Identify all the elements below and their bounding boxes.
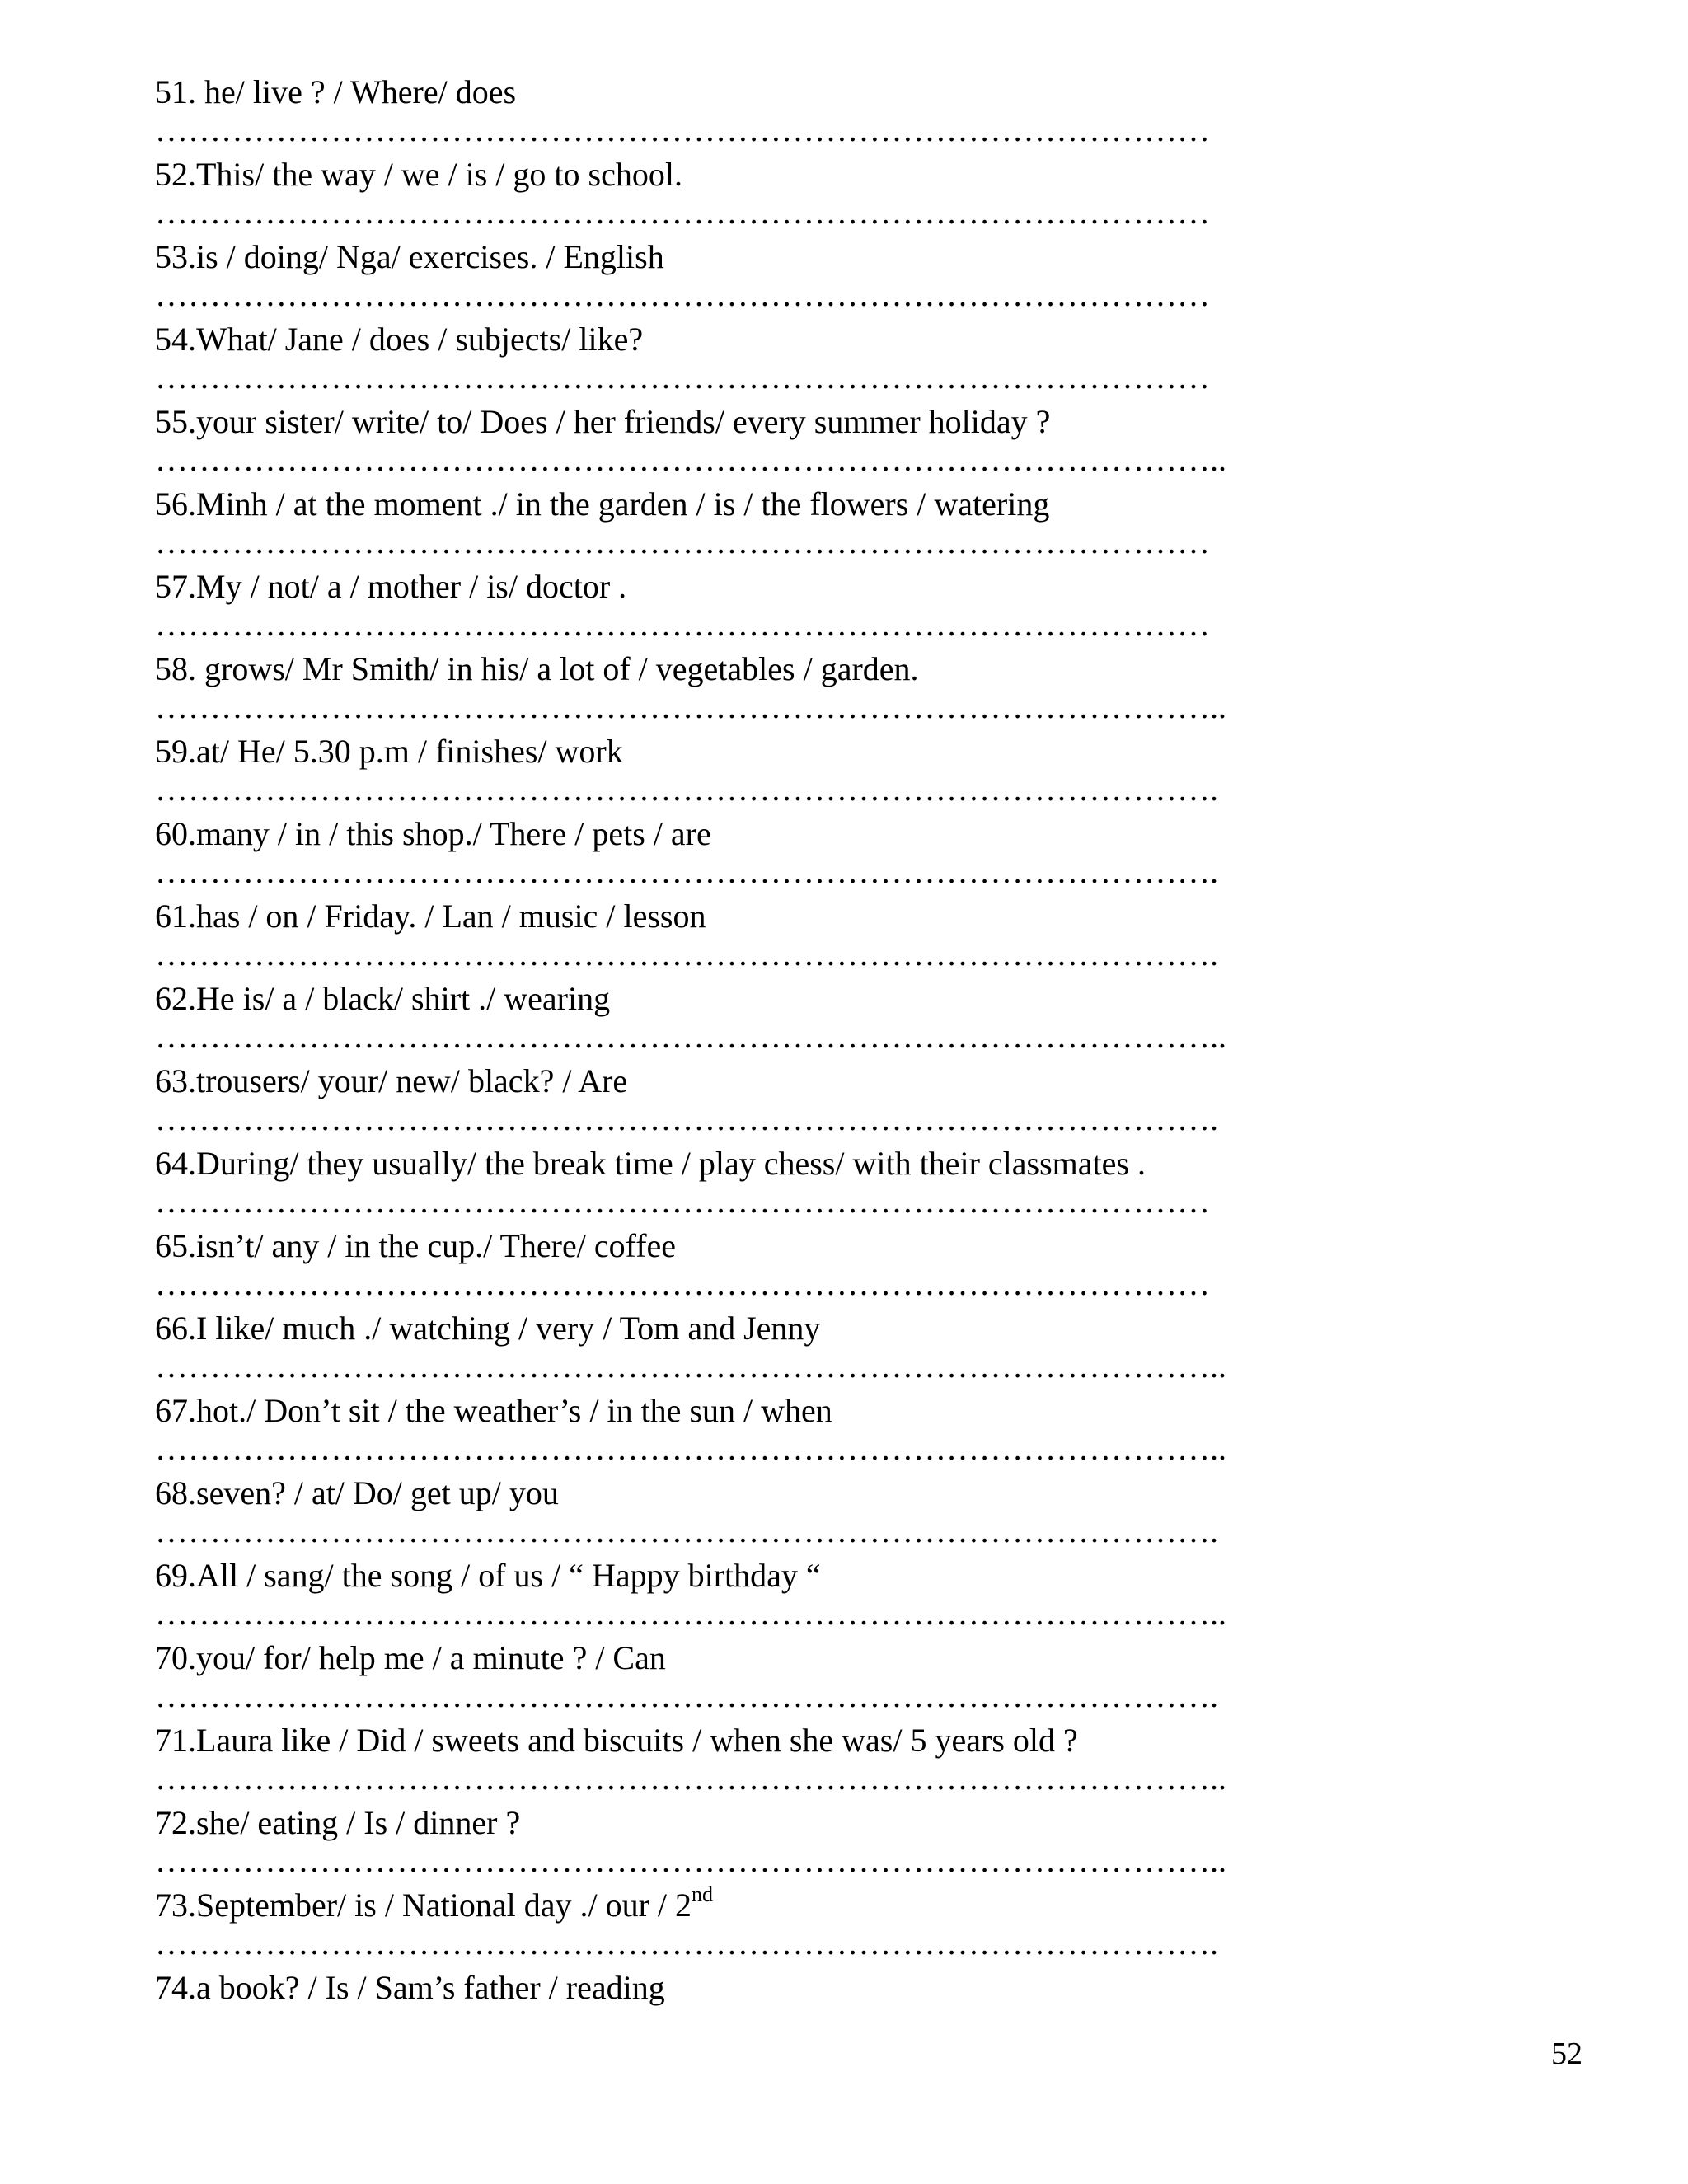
exercise-prompt: 66.I like/ much ./ watching / very / Tom and Jenny [155,1310,821,1347]
exercise-item-63 [155,1062,1441,1144]
exercise-item-70 [155,1638,1441,1721]
answer-line[interactable]: …………………………………………………………………………………….. [155,1760,1226,1797]
exercise-prompt: 52.This/ the way / we / is / go to school. [155,156,682,193]
exercise-prompt: 53.is / doing/ Nga/ exercises. / English [155,238,664,275]
answer-line[interactable]: …………………………………………………………………………………… [155,523,1210,560]
exercise-prompt: 54.What/ Jane / does / subjects/ like? [155,321,644,358]
exercise-item-58 [155,649,1441,732]
answer-line[interactable]: ……………………………………………………………………………………. [155,1512,1218,1549]
exercise-item-71 [155,1721,1441,1803]
answer-line[interactable]: …………………………………………………………………………………… [155,111,1210,148]
exercise-item-66 [155,1309,1441,1391]
answer-line[interactable]: …………………………………………………………………………………….. [155,688,1226,725]
exercise-item-56 [155,485,1441,567]
exercise-prompt: 64.During/ they usually/ the break time / play chess/ with their classmates . [155,1145,1146,1182]
exercise-item-51 [155,73,1441,155]
exercise-item-68 [155,1474,1441,1556]
answer-line[interactable]: …………………………………………………………………………………….. [155,1842,1226,1879]
exercise-prompt: 51. he/ live ? / Where/ does [155,73,517,110]
exercise-item-72 [155,1803,1441,1886]
exercise-item-73 [155,1882,1441,1968]
answer-line[interactable]: …………………………………………………………………………………… [155,606,1210,643]
answer-line[interactable]: …………………………………………………………………………………….. [155,1347,1226,1385]
exercise-prompt: 61.has / on / Friday. / Lan / music / lesson [155,898,706,935]
answer-line[interactable]: …………………………………………………………………………………….. [155,1595,1226,1632]
answer-line[interactable]: …………………………………………………………………………………….. [155,441,1226,478]
answer-line[interactable]: …………………………………………………………………………………… [155,1265,1210,1302]
exercise-item-67 [155,1391,1441,1474]
exercise-prompt: 71.Laura like / Did / sweets and biscuits / when she was/ 5 years old ? [155,1722,1078,1759]
answer-line[interactable]: …………………………………………………………………………………… [155,359,1210,396]
exercise-item-54 [155,320,1441,402]
answer-line[interactable]: …………………………………………………………………………………… [155,1183,1210,1220]
exercise-item-69 [155,1556,1441,1638]
exercise-prompt: 74.a book? / Is / Sam’s father / reading [155,1969,665,2006]
answer-line[interactable]: ……………………………………………………………………………………. [155,935,1218,972]
exercise-prompt: 65.isn’t/ any / in the cup./ There/ coffee [155,1227,677,1264]
exercise-item-53 [155,237,1441,320]
exercise-prompt: 72.she/ eating / Is / dinner ? [155,1804,521,1841]
exercise-prompt: 63.trousers/ your/ new/ black? / Are [155,1062,628,1099]
answer-line[interactable]: …………………………………………………………………………………… [155,276,1210,313]
exercise-prompt: 70.you/ for/ help me / a minute ? / Can [155,1639,666,1676]
answer-line[interactable]: ……………………………………………………………………………………. [155,1100,1218,1137]
exercise-item-60 [155,814,1441,897]
exercise-prompt: 57.My / not/ a / mother / is/ doctor . [155,568,627,605]
exercise-list [155,73,1441,2050]
exercise-item-55 [155,402,1441,485]
exercise-prompt: 55.your sister/ write/ to/ Does / her friends/ every summer holiday ? [155,403,1051,440]
exercise-prompt: 58. grows/ Mr Smith/ in his/ a lot of / vegetables / garden. [155,650,919,687]
exercise-item-61 [155,897,1441,979]
exercise-item-52 [155,155,1441,237]
answer-line[interactable]: …………………………………………………………………………………….. [155,1018,1226,1055]
ordinal-suffix: nd [692,1882,713,1906]
exercise-prompt [155,1882,713,1925]
exercise-prompt: 69.All / sang/ the song / of us / “ Happy birthday “ [155,1557,821,1594]
answer-line[interactable]: ……………………………………………………………………………………. [155,1677,1218,1714]
answer-line[interactable]: ……………………………………………………………………………………. [155,1924,1218,1961]
exercise-prompt: 62.He is/ a / black/ shirt ./ wearing [155,980,611,1017]
exercise-prompt: 56.Minh / at the moment ./ in the garden / is / the flowers / watering [155,485,1050,523]
exercise-prompt: 68.seven? / at/ Do/ get up/ you [155,1474,559,1511]
exercise-item-59 [155,732,1441,814]
answer-line[interactable]: ……………………………………………………………………………………. [155,853,1218,890]
exercise-prompt-text: 73.September/ is / National day ./ our / 2 [155,1886,692,1924]
exercise-item-57 [155,567,1441,649]
exercise-prompt: 60.many / in / this shop./ There / pets / are [155,815,711,852]
exercise-item-65 [155,1226,1441,1309]
answer-line[interactable]: ……………………………………………………………………………………. [155,771,1218,808]
exercise-prompt: 59.at/ He/ 5.30 p.m / finishes/ work [155,733,623,770]
page-number: 52 [1551,2036,1582,2071]
answer-line[interactable]: …………………………………………………………………………………… [155,194,1210,231]
exercise-item-74 [155,1968,1441,2050]
exercise-item-62 [155,979,1441,1062]
exercise-prompt: 67.hot./ Don’t sit / the weather’s / in the sun / when [155,1392,832,1429]
exercise-item-64 [155,1144,1441,1226]
answer-line[interactable]: …………………………………………………………………………………….. [155,1430,1226,1467]
